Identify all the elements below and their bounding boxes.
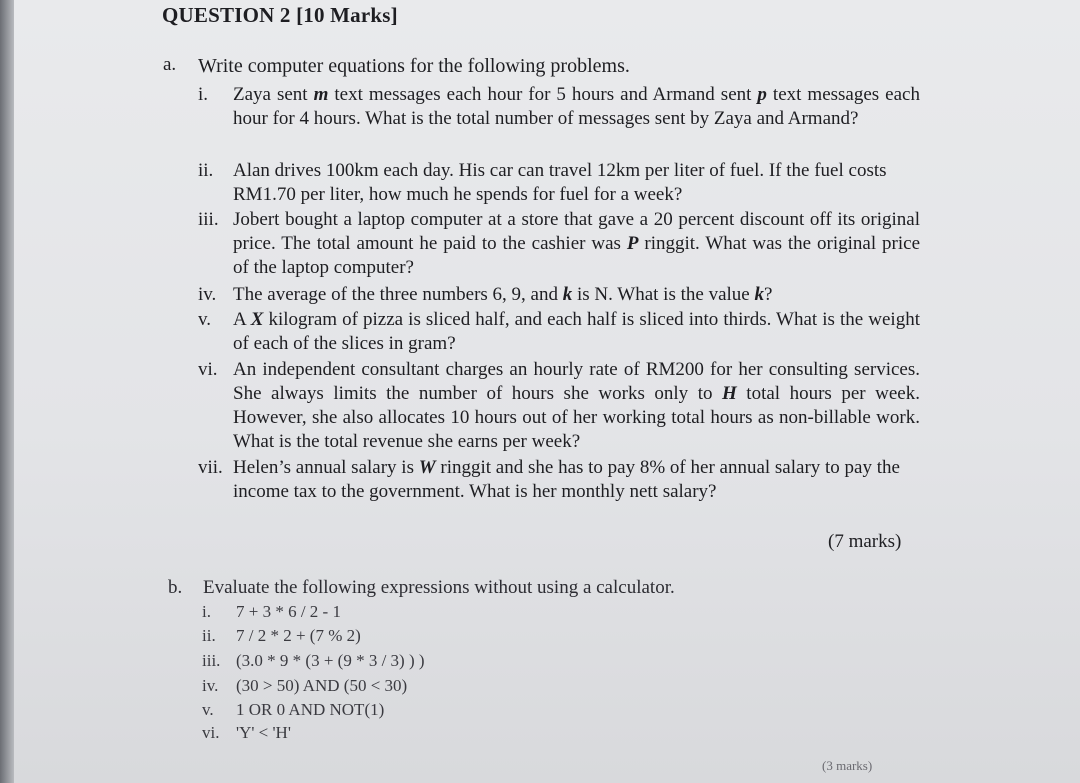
- expression-text: (3.0 * 9 * (3 + (9 * 3 / 3) ) ): [236, 651, 425, 670]
- expression-b-vi: vi. 'Y' < 'H': [202, 723, 291, 742]
- variable-H: H: [722, 383, 737, 404]
- expression-b-v: v. 1 OR 0 AND NOT(1): [202, 700, 385, 719]
- variable-k: k: [562, 284, 573, 305]
- part-b-letter: b.: [168, 577, 183, 598]
- expression-b-iii: iii. (3.0 * 9 * (3 + (9 * 3 / 3) ) ): [202, 651, 425, 670]
- item-number: iii.: [198, 209, 219, 230]
- expression-b-iv: iv. (30 > 50) AND (50 < 30): [202, 676, 408, 695]
- item-text: A X kilogram of pizza is sliced half, and each half is sliced into thirds. What is the weight of each of the slices in gram?: [233, 309, 920, 354]
- expression-b-i: i. 7 + 3 * 6 / 2 - 1: [202, 602, 341, 621]
- variable-p: p: [757, 84, 767, 105]
- variable-X: X: [250, 309, 264, 330]
- item-text: Alan drives 100km each day. His car can travel 12km per liter of fuel. If the fuel costs RM1.70 per liter, how much he spends for fuel for a week?: [233, 160, 887, 205]
- expression-text: 1 OR 0 AND NOT(1): [236, 700, 385, 719]
- item-number: vii.: [198, 457, 223, 478]
- expression-text: 'Y' < 'H': [236, 723, 291, 742]
- expression-text: 7 / 2 * 2 + (7 % 2): [236, 626, 361, 645]
- variable-P: P: [626, 233, 639, 254]
- expression-b-ii: ii. 7 / 2 * 2 + (7 % 2): [202, 626, 361, 645]
- variable-W: W: [418, 457, 436, 478]
- question-heading: QUESTION 2 [10 Marks]: [162, 3, 398, 27]
- part-a-letter: a.: [163, 54, 177, 75]
- variable-m: m: [313, 84, 329, 105]
- part-a-marks: (7 marks): [828, 531, 902, 552]
- part-b-marks: (3 marks): [822, 758, 873, 773]
- item-text: Zaya sent m text messages each hour for 5 hours and Armand sent p text messages each hour for 4 hours. What is the total number of messages sent by Zaya and Armand?: [233, 84, 920, 129]
- page-edge-shadow: [0, 0, 14, 783]
- part-b-title: Evaluate the following expressions without using a calculator.: [203, 577, 675, 598]
- item-number: iv.: [198, 284, 217, 305]
- item-text: The average of the three numbers 6, 9, and k is N. What is the value k?: [233, 284, 773, 305]
- variable-k: k: [754, 284, 764, 305]
- expression-text: 7 + 3 * 6 / 2 - 1: [236, 602, 341, 621]
- item-number: i.: [198, 84, 209, 105]
- item-text: Helen’s annual salary is W ringgit and she has to pay 8% of her annual salary to pay the income tax to the government. What is her monthly nett salary?: [233, 457, 900, 502]
- item-text: Jobert bought a laptop computer at a store that gave a 20 percent discount off its original price. The total amount he paid to the cashier was P ringgit. What was the original price of the laptop computer?: [233, 209, 920, 278]
- part-a-title: Write computer equations for the following problems.: [198, 55, 630, 77]
- item-text: An independent consultant charges an hourly rate of RM200 for her consulting services. She always limits the number of hours she works only to H total hours per week. However, she also allocates 10 hours out of her working total hours as non-billable work. What is the total revenue she earns per week?: [233, 359, 920, 452]
- expression-text: (30 > 50) AND (50 < 30): [236, 676, 408, 695]
- item-number: vi.: [198, 359, 218, 380]
- item-number: ii.: [198, 160, 214, 181]
- item-number: v.: [198, 309, 212, 330]
